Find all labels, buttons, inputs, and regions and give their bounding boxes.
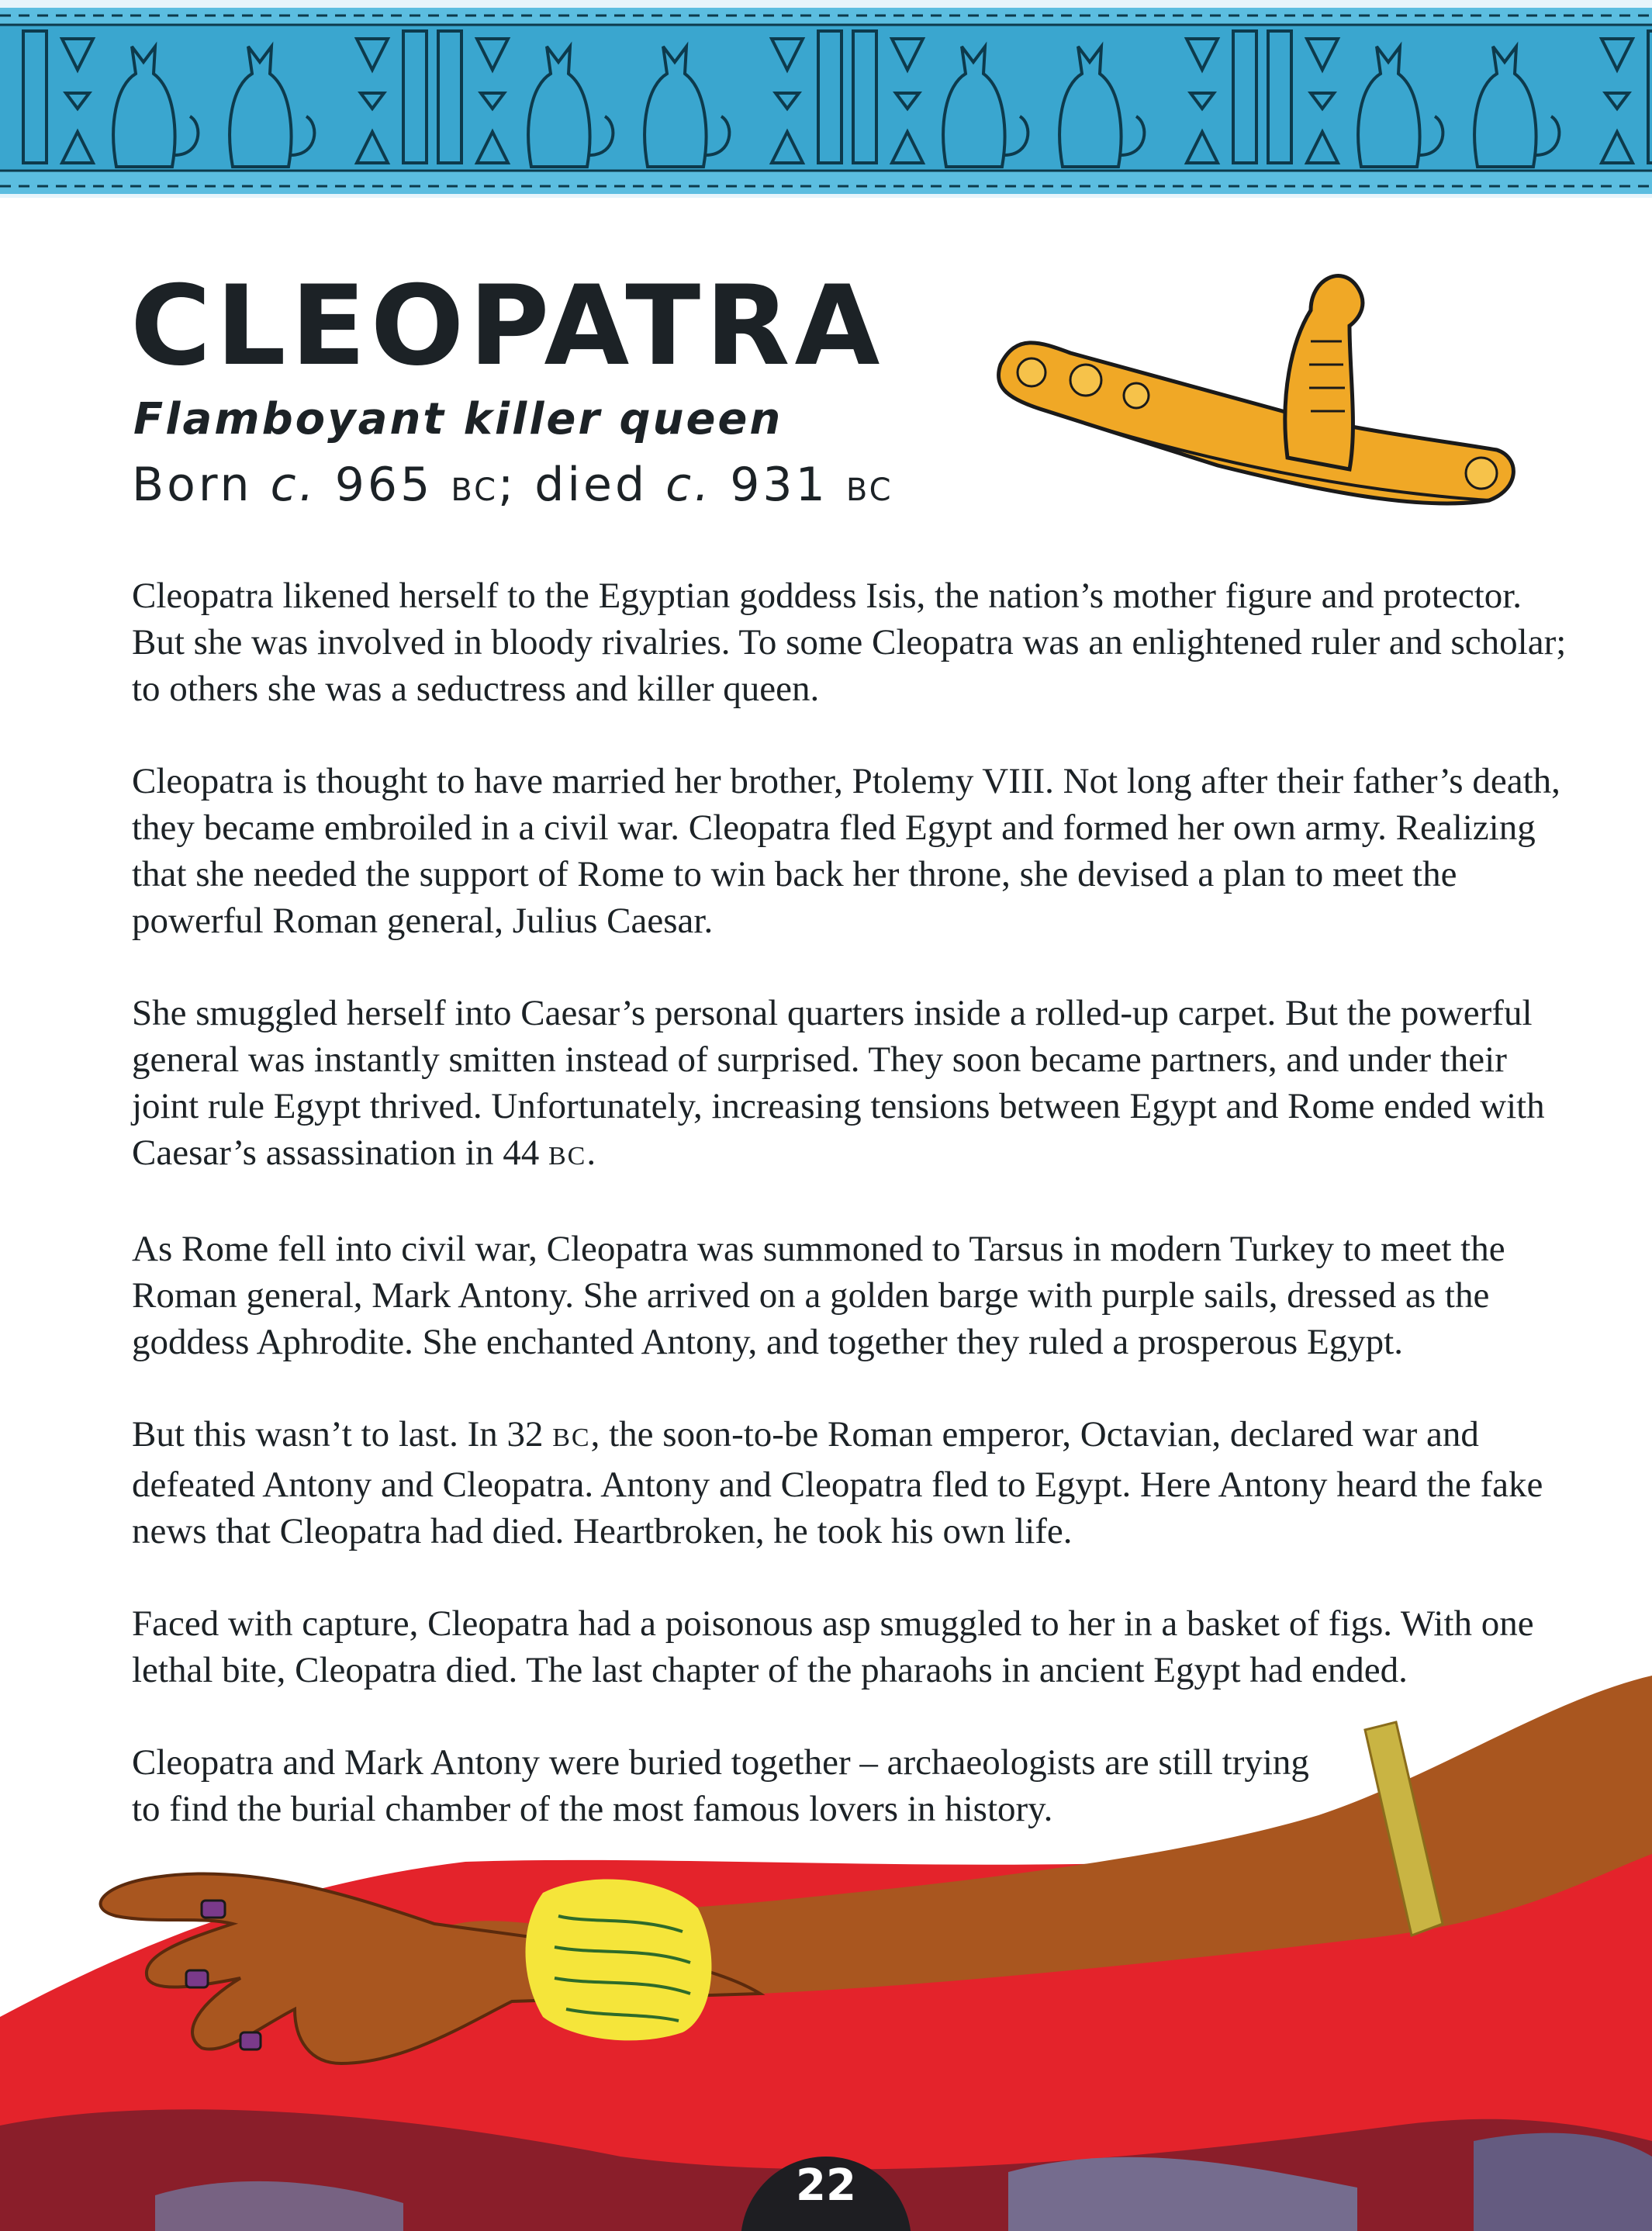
paragraph-2: Cleopatra is thought to have married her brother, Ptolemy VIII. Not long after their father’s death, they became embroiled in a civil war. Cleopatra fled Egypt and formed her own army. Realizing that she needed the support of Rome to win back her throne, she devised a plan to meet the powerful Roman general, Julius Caesar. — [132, 761, 1560, 941]
paragraph-5: But this wasn’t to last. In 32 BC, the soon-to-be Roman emperor, Octavian, declared war and defeated Antony and Cleopatra. Antony and Cleopatra fled to Egypt. Here Antony heard the fake news that Cleopatra had died. Heartbroken, he took his own life. — [132, 1414, 1543, 1551]
paragraph-4: As Rome fell into civil war, Cleopatra was summoned to Tarsus in modern Turkey to meet the Roman general, Mark Antony. She arrived on a golden barge with purple sails, dressed as the goddess Aphrodite. She enchanted Antony, and together they ruled a prosperous Egypt. — [132, 1229, 1505, 1362]
page-number: 22 — [796, 2160, 856, 2211]
egyptian-cat-frieze — [0, 0, 1652, 198]
page-title: CLEOPATRA — [130, 262, 885, 390]
lifespan-dates: Born c. 965 BC; died c. 931 BC — [132, 458, 893, 512]
paragraph-6: Faced with capture, Cleopatra had a poisonous asp smuggled to her in a basket of figs. With one lethal bite, Cleopatra died. The last chapter of the pharaohs in ancient Egypt had ended. — [132, 1603, 1534, 1690]
paragraph-3: She smuggled herself into Caesar’s personal quarters inside a rolled-up carpet. But the powerful general was instantly smitten instead of surprised. They soon became partners, and under their joint rule Egypt thrived. Unfortunately, increasing tensions between Egypt and Rome ended with Caesar’s assassination in 44 BC. — [132, 993, 1545, 1173]
subtitle: Flamboyant killer queen — [133, 394, 783, 444]
paragraph-7: Cleopatra and Mark Antony were buried together – archaeologists are still trying to find the burial chamber of the most famous lovers in history. — [132, 1742, 1309, 1829]
golden-barge-illustration — [985, 256, 1528, 512]
paragraph-1: Cleopatra likened herself to the Egyptian goddess Isis, the nation’s mother figure and protector. But she was involved in bloody rivalries. To some Cleopatra was an enlightened ruler and scholar; to others she was a seductress and killer queen. — [132, 576, 1567, 709]
